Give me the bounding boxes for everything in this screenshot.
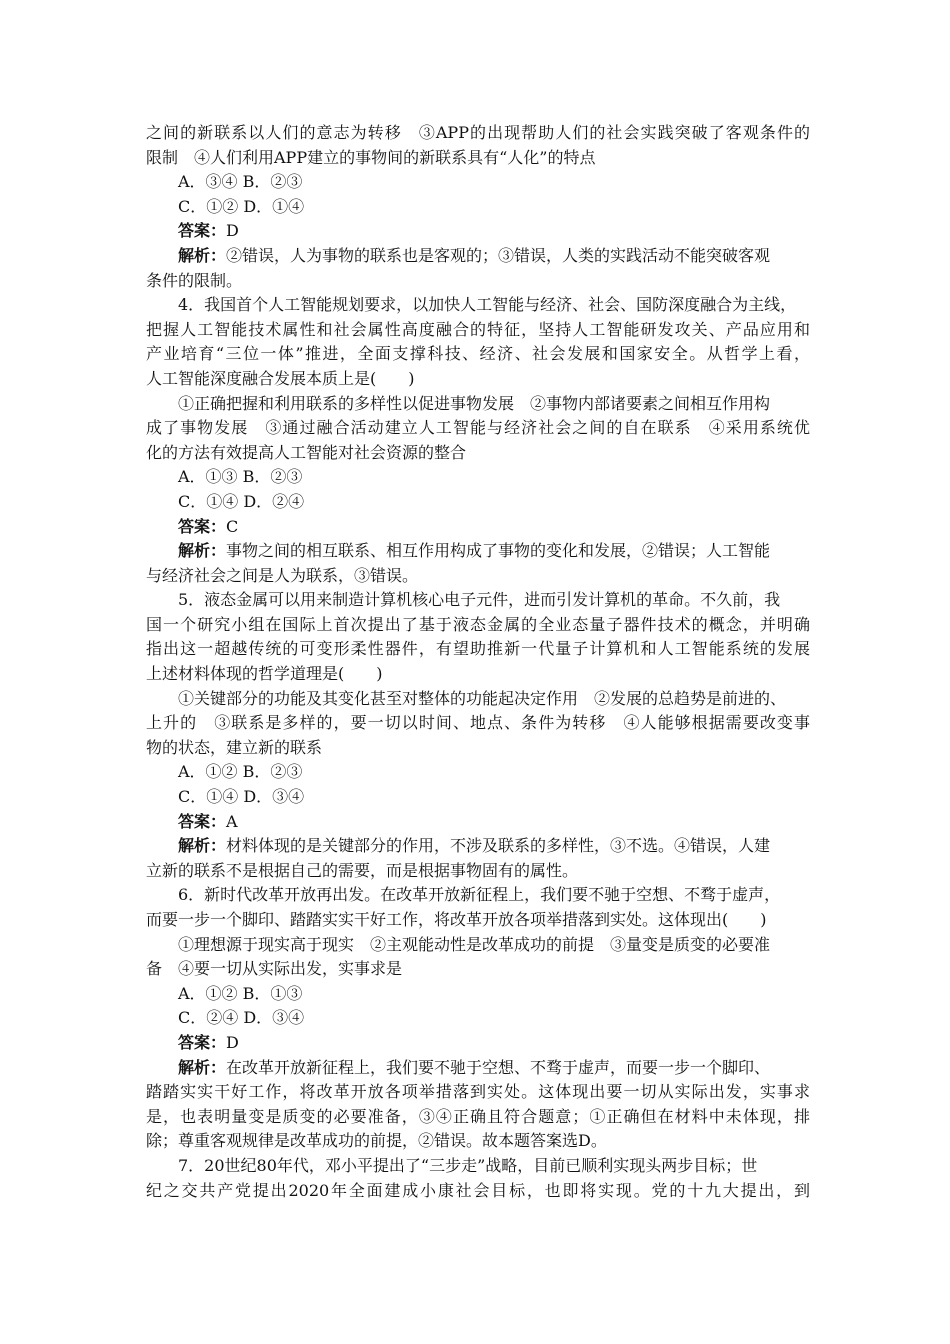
option-line: C．②④ D．③④ bbox=[178, 1008, 305, 1028]
text-line: 物的状态，建立新的联系 bbox=[146, 737, 323, 757]
text-line: 立新的联系不是根据自己的需要，而是根据事物固有的属性。 bbox=[146, 860, 579, 880]
question-line: 6．新时代改革开放再出发。在改革开放新征程上，我们要不驰于空想、不骛于虚声， bbox=[178, 885, 781, 905]
option-line: A．①② B．②③ bbox=[178, 762, 303, 782]
option-line: C．①④ D．②④ bbox=[178, 491, 305, 511]
analysis-text: 在改革开放新征程上，我们要不驰于空想、不骛于虚声，而要一步一个脚印、 bbox=[226, 1057, 771, 1077]
option-line: A．①③ B．②③ bbox=[178, 467, 303, 487]
text-line: ①理想源于现实高于现实 ②主观能动性是改革成功的前提 ③量变是质变的必要准 bbox=[178, 934, 771, 954]
answer-line bbox=[146, 810, 810, 835]
text-line: 备 ④要一切从实际出发，实事求是 bbox=[146, 959, 403, 979]
text-line: 把握人工智能技术属性和社会属性高度融合的特征，坚持人工智能研发攻关、产品应用和 bbox=[146, 319, 810, 339]
answer-label: 答案： bbox=[178, 1032, 227, 1052]
text-line: 指出这一超越传统的可变形柔性器件，有望助推新一代量子计算机和人工智能系统的发展 bbox=[146, 639, 810, 659]
analysis-line bbox=[146, 834, 810, 859]
question-line: 5．液态金属可以用来制造计算机核心电子元件，进而引发计算机的革命。不久前，我 bbox=[178, 590, 781, 610]
option-line: A．③④ B．②③ bbox=[178, 172, 303, 192]
text-line: 条件的限制。 bbox=[146, 270, 243, 290]
text-line: ①正确把握和利用联系的多样性以促进事物发展 ②事物内部诸要素之间相互作用构 bbox=[178, 393, 771, 413]
text-line: 限制 ④人们利用APP建立的事物间的新联系具有“人化”的特点 bbox=[146, 147, 596, 167]
answer-value: C bbox=[226, 516, 239, 536]
answer-value: D bbox=[226, 221, 239, 241]
answer-line bbox=[146, 1031, 810, 1056]
text-line: 化的方法有效提高人工智能对社会资源的整合 bbox=[146, 442, 467, 462]
analysis-line bbox=[146, 539, 810, 564]
text-line: ①关键部分的功能及其变化甚至对整体的功能起决定作用 ②发展的总趋势是前进的、 bbox=[178, 688, 787, 708]
answer-line bbox=[146, 515, 810, 540]
text-line: 踏踏实实干好工作，将改革开放各项举措落到实处。这体现出要一切从实际出发，实事求 bbox=[146, 1082, 810, 1102]
analysis-label: 解析： bbox=[178, 1057, 227, 1077]
answer-value: D bbox=[226, 1032, 239, 1052]
option-line: C．①④ D．③④ bbox=[178, 787, 305, 807]
analysis-text: ②错误，人为事物的联系也是客观的；③错误，人类的实践活动不能突破客观 bbox=[226, 245, 771, 265]
question-line: 7．20世纪80年代，邓小平提出了“三步走”战略，目前已顺利实现头两步目标；世 bbox=[178, 1155, 758, 1175]
text-line: 之间的新联系以人们的意志为转移 ③APP的出现帮助人们的社会实践突破了客观条件的 bbox=[146, 123, 810, 142]
analysis-label: 解析： bbox=[178, 836, 227, 856]
answer-line bbox=[146, 219, 810, 244]
text-line: 而要一步一个脚印、踏踏实实干好工作，将改革开放各项举措落到实处。这体现出( ) bbox=[146, 910, 767, 929]
answer-value: A bbox=[226, 811, 238, 831]
text-line: 上升的 ③联系是多样的，要一切以时间、地点、条件为转移 ④人能够根据需要改变事 bbox=[146, 713, 810, 733]
analysis-line bbox=[146, 1056, 810, 1081]
analysis-label: 解析： bbox=[178, 245, 227, 265]
text-line: 成了事物发展 ③通过融合活动建立人工智能与经济社会之间的自在联系 ④采用系统优 bbox=[146, 418, 810, 438]
text-line: 产业培育“三位一体”推进，全面支撑科技、经济、社会发展和国家安全。从哲学上看， bbox=[146, 344, 810, 364]
text-line: 上述材料体现的哲学道理是( ) bbox=[146, 664, 383, 684]
option-line: A．①② B．①③ bbox=[178, 983, 303, 1003]
analysis-text: 事物之间的相互联系、相互作用构成了事物的变化和发展，②错误；人工智能 bbox=[226, 541, 771, 561]
option-line: C．①② D．①④ bbox=[178, 196, 305, 216]
answer-label: 答案： bbox=[178, 221, 227, 241]
document-page bbox=[146, 121, 810, 1203]
answer-label: 答案： bbox=[178, 811, 227, 831]
text-line: 是，也表明量变是质变的必要准备，③④正确且符合题意；①正确但在材料中未体现，排 bbox=[146, 1106, 810, 1126]
text-line: 除；尊重客观规律是改革成功的前提，②错误。故本题答案选D。 bbox=[146, 1131, 607, 1151]
analysis-line bbox=[146, 244, 810, 269]
text-line: 纪之交共产党提出2020年全面建成小康社会目标，也即将实现。党的十九大提出，到 bbox=[146, 1180, 810, 1200]
text-line: 人工智能深度融合发展本质上是( ) bbox=[146, 368, 415, 388]
text-line: 国一个研究小组在国际上首次提出了基于液态金属的全业态量子器件技术的概念，并明确 bbox=[146, 614, 810, 634]
text-line: 与经济社会之间是人为联系，③错误。 bbox=[146, 565, 419, 585]
question-line: 4．我国首个人工智能规划要求，以加快人工智能与经济、社会、国防深度融合为主线， bbox=[178, 295, 797, 315]
answer-label: 答案： bbox=[178, 516, 227, 536]
analysis-text: 材料体现的是关键部分的作用，不涉及联系的多样性，③不选。④错误，人建 bbox=[226, 836, 771, 856]
analysis-label: 解析： bbox=[178, 541, 227, 561]
